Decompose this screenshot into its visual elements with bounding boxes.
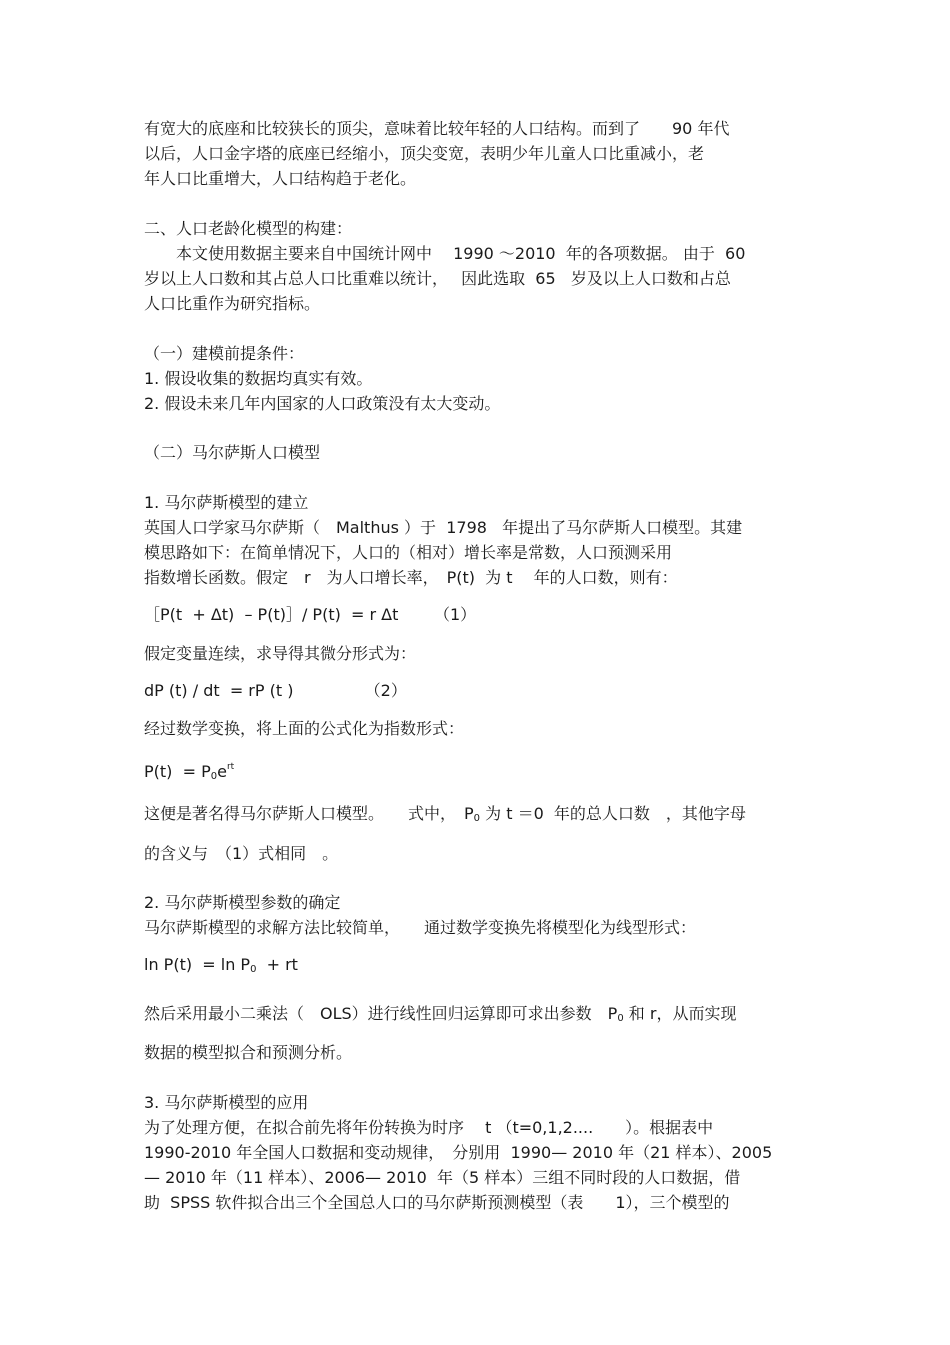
intro-line-2: 以后，人口金字塔的底座已经缩小，顶尖变宽，表明少年儿童人口比重减小，老 [144,144,705,163]
superscript: rt [226,762,235,772]
paragraph-line [144,1003,736,1030]
paragraph-line: 助 SPSS 软件拟合出三个全国总人口的马尔萨斯预测模型（表 1），三个模型的 [144,1193,730,1212]
subscript: 0 [210,771,218,782]
subsection-title: 2. 马尔萨斯模型参数的确定 [144,893,341,912]
paragraph-line [144,803,746,830]
equation-text: P(t) = P [144,762,211,781]
equation-3 [144,756,234,788]
subsection-title: 1. 马尔萨斯模型的建立 [144,493,309,512]
intro-line-3: 年人口比重增大，人口结构趋于老化。 [144,169,417,188]
text-span: 然后采用最小二乘法（ OLS）进行线性回归运算即可求出参数 P [144,1004,618,1023]
paragraph-line: — 2010 年（11 样本）、2006— 2010 年（5 样本）三组不同时段的人口数据，借 [144,1168,741,1187]
paragraph-line: 假定变量连续，求导得其微分形式为： [144,644,417,663]
equation-1: ［P(t + Δt) – P(t)］/ P(t) = r Δt （1） [144,605,477,624]
intro-line-1: 有宽大的底座和比较狭长的顶尖，意味着比较年轻的人口结构。而到了 90 年代 [144,119,730,138]
subsection-heading: （一）建模前提条件： [144,344,305,363]
equation-text: e [217,762,227,781]
text-span: 这便是著名得马尔萨斯人口模型。 式中， P [144,804,474,823]
subscript: 0 [250,964,257,975]
subsection-heading: （二）马尔萨斯人口模型 [144,443,321,462]
equation-text: ln P(t) = ln P [144,955,251,974]
paragraph-line: 数据的模型拟合和预测分析。 [144,1043,353,1062]
subscript: 0 [617,1013,624,1024]
paragraph-line: 指数增长函数。假定 r 为人口增长率， P(t) 为 t 年的人口数，则有： [144,568,678,587]
section-heading: 二、人口老龄化模型的构建： [144,219,353,238]
list-item: 1. 假设收集的数据均真实有效。 [144,369,373,388]
equation-2: dP (t) / dt = rP (t ) （2） [144,681,407,700]
equation-text: + rt [256,955,298,974]
paragraph-line: 为了处理方便，在拟合前先将年份转换为时序 t （t=0,1,2.... ）。根据表中 [144,1118,714,1137]
paragraph-line: 的含义与 （1）式相同 。 [144,844,339,863]
equation-4 [144,954,298,981]
paragraph-line: 岁以上人口数和其占总人口比重难以统计， 因此选取 65 岁及以上人口数和占总 [144,269,731,288]
text-span: 和 r，从而实现 [623,1004,737,1023]
paragraph-line: 模思路如下：在简单情况下，人口的（相对）增长率是常数，人口预测采用 [144,543,673,562]
subscript: 0 [473,813,481,824]
list-item: 2. 假设未来几年内国家的人口政策没有太大变动。 [144,394,501,413]
paragraph-line: 1990-2010 年全国人口数据和变动规律， 分别用 1990— 2010 年（21 样本）、2005 [144,1143,773,1162]
paragraph-line: 经过数学变换，将上面的公式化为指数形式： [144,719,465,738]
paragraph-line: 人口比重作为研究指标。 [144,294,321,313]
subsection-title: 3. 马尔萨斯模型的应用 [144,1093,309,1112]
paragraph-line: 本文使用数据主要来自中国统计网中 1990 ～2010 年的各项数据。 由于 60 [176,244,746,263]
paragraph-line: 英国人口学家马尔萨斯（ Malthus ）于 1798 年提出了马尔萨斯人口模型。其建 [144,518,743,537]
text-span: 为 t ＝0 年的总人口数 ，其他字母 [480,804,746,823]
paragraph-line: 马尔萨斯模型的求解方法比较简单， 通过数学变换先将模型化为线型形式： [144,918,697,937]
